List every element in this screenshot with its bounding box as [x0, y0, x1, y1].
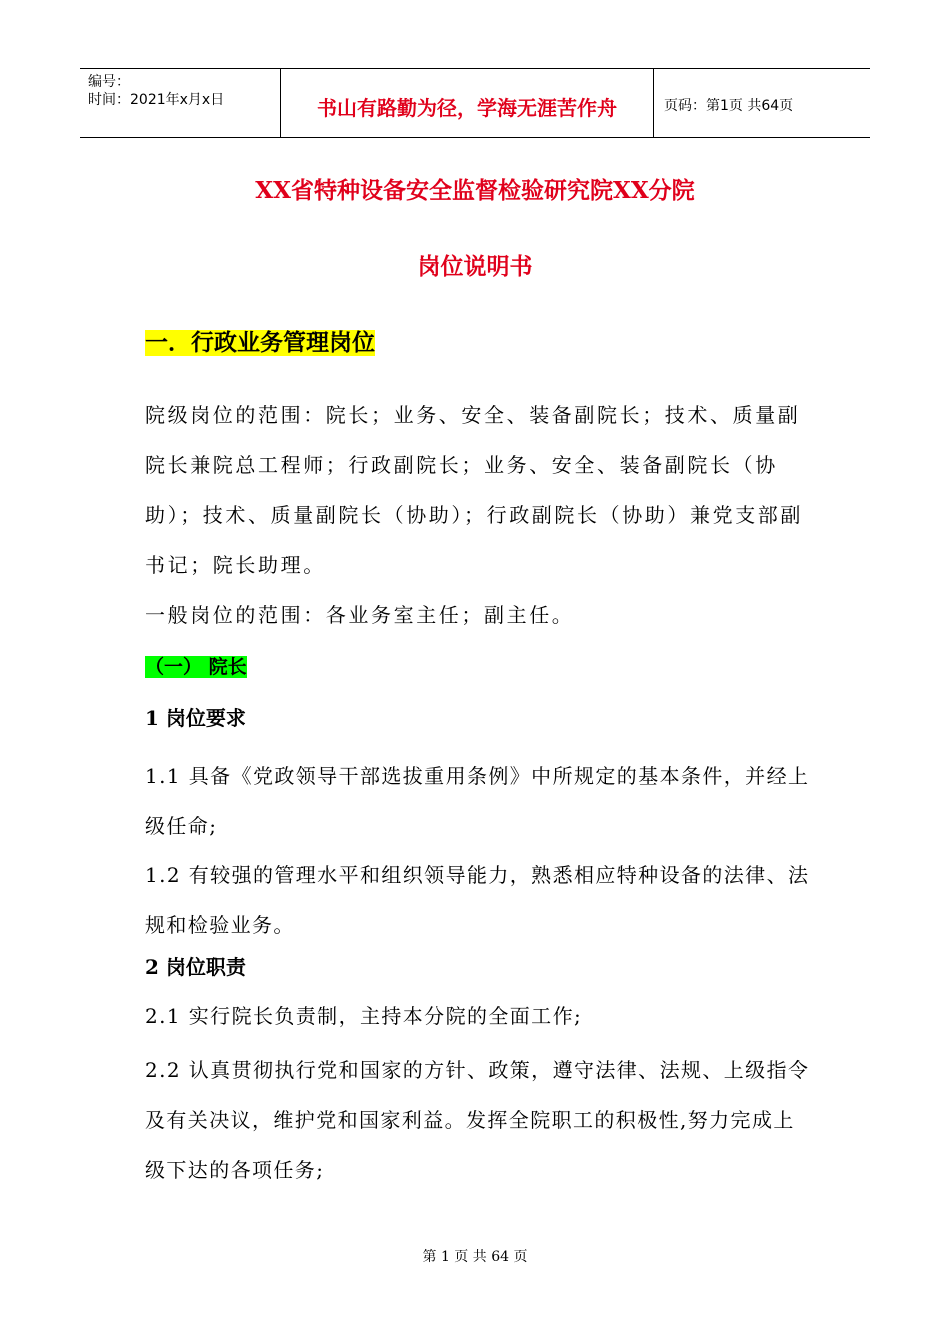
page-footer: 第 1 页 共 64 页	[422, 1249, 528, 1265]
scope-senior-paragraph: 院级岗位的范围：院长；业务、安全、装备副院长；技术、质量副院长兼院总工程师；行政副院长；业务、安全、装备副院长（协助）；技术、质量副院长（协助）；行政副院长（协助）兼党支部副书记；院长助理。	[145, 403, 803, 577]
subsection-heading	[145, 652, 247, 679]
document-subtitle: 岗位说明书	[417, 253, 533, 280]
section-heading-text: 一．行政业务管理岗位	[145, 330, 375, 356]
requirement-1-1: 1.1 具备《党政领导干部选拔重用条例》中所规定的基本条件，并经上级任命;	[145, 764, 810, 838]
requirement-1-2: 1.2 有较强的管理水平和组织领导能力，熟悉相应特种设备的法律、法规和检验业务。	[145, 863, 810, 937]
requirements-heading: 1 岗位要求	[145, 706, 246, 730]
duty-2-2: 2.2 认真贯彻执行党和国家的方针、政策，遵守法律、法规、上级指令及有关决议，维护党和国家利益。发挥全院职工的积极性,努力完成上级下达的各项任务;	[145, 1058, 810, 1182]
document-number-label: 编号：	[88, 74, 130, 90]
header-page-info: 页码：第1页 共64页	[664, 98, 794, 114]
duty-2-1: 2.1 实行院长负责制，主持本分院的全面工作;	[145, 1004, 583, 1028]
header-table	[80, 68, 870, 138]
section-heading	[145, 324, 375, 357]
scope-general-paragraph: 一般岗位的范围：各业务室主任；副主任。	[145, 603, 575, 627]
header-meta-cell	[80, 69, 281, 137]
subsection-heading-text: （一） 院长	[145, 656, 247, 678]
header-motto: 书山有路勤为径，学海无涯苦作舟	[281, 69, 654, 137]
document-title: XX省特种设备安全监督检验研究院XX分院	[255, 177, 695, 204]
duties-heading: 2 岗位职责	[145, 955, 246, 979]
document-time-label: 时间：2021年x月x日	[88, 92, 225, 108]
